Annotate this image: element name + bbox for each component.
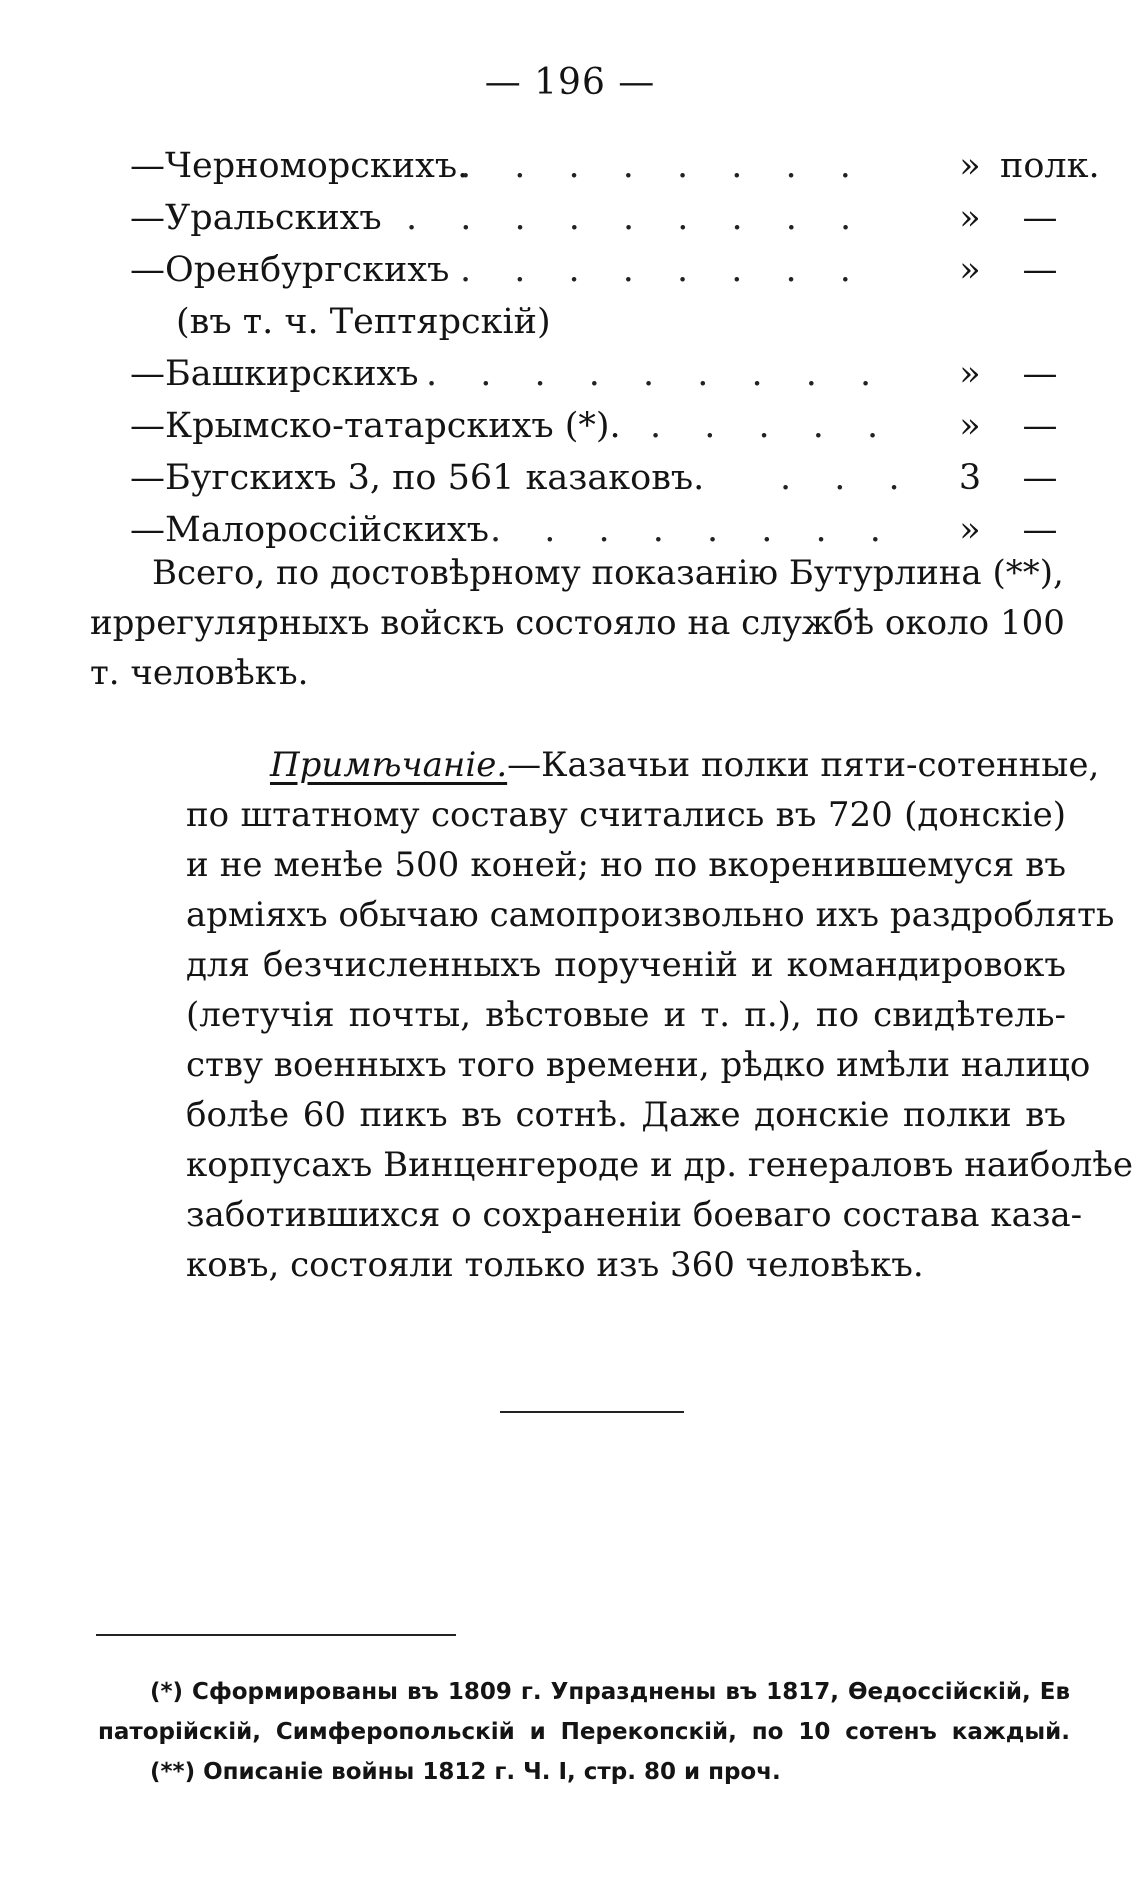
footnote-divider xyxy=(96,1634,456,1636)
list-item xyxy=(130,192,1060,244)
dot-leader: . . . . . . . . xyxy=(460,250,867,290)
paragraph-line: заботившихся о сохраненіи боеваго состава каза- xyxy=(186,1195,1083,1235)
dot-leader: . . . . . . . . . xyxy=(426,354,888,394)
list-item xyxy=(130,140,1100,192)
regiment-name: —Бугскихъ 3, по 561 казаковъ. xyxy=(130,458,705,498)
regiment-unit: — xyxy=(1022,354,1058,394)
list-item xyxy=(130,244,1060,296)
footnote-line: (**) Описаніе войны 1812 г. Ч. I, стр. 80 и проч. xyxy=(150,1759,781,1785)
paragraph-line: ковъ, состояли только изъ 360 человѣкъ. xyxy=(186,1245,924,1285)
dot-leader: . . . . . . . . . xyxy=(406,198,868,238)
regiment-quantity: » xyxy=(959,146,981,186)
regiment-unit: — xyxy=(1022,458,1058,498)
section-divider xyxy=(500,1411,684,1413)
regiment-list xyxy=(130,140,1100,556)
regiment-unit: полк. xyxy=(1000,146,1100,186)
regiment-name: —Малороссійскихъ xyxy=(130,510,490,550)
list-item xyxy=(130,348,1060,400)
regiment-subnote: (въ т. ч. Тептярскій) xyxy=(176,302,551,342)
regiment-quantity: » xyxy=(959,354,981,394)
note-paragraph xyxy=(186,740,1134,1290)
regiment-quantity: 3 xyxy=(958,458,982,498)
list-item xyxy=(130,400,1060,452)
paragraph-line: ству военныхъ того времени, рѣдко имѣли налицо xyxy=(186,1045,1091,1085)
total-paragraph xyxy=(90,548,1065,698)
paragraph-line: арміяхъ обычаю самопроизвольно ихъ раздроблять xyxy=(186,895,1115,935)
paragraph-line: т. человѣкъ. xyxy=(90,653,309,693)
list-item xyxy=(130,452,1060,504)
paragraph-line: иррегулярныхъ войскъ состояло на службѣ около 100 xyxy=(90,603,1065,643)
footnotes xyxy=(98,1672,1070,1792)
regiment-name: —Башкирскихъ xyxy=(130,354,419,394)
note-first-line-text: —Казачьи полки пяти-сотенные, xyxy=(507,745,1100,785)
dot-leader: . . . . . xyxy=(650,406,895,446)
paragraph-line: Всего, по достовѣрному показанію Бутурлина (**), xyxy=(152,553,1064,593)
regiment-unit: — xyxy=(1022,510,1058,550)
regiment-quantity: » xyxy=(959,406,981,446)
regiment-quantity: » xyxy=(959,250,981,290)
regiment-name: —Уральскихъ xyxy=(130,198,382,238)
note-title: Примѣчаніе. xyxy=(270,745,508,785)
regiment-unit: — xyxy=(1022,198,1058,238)
page-number: — 196 — xyxy=(484,62,656,103)
regiment-unit: — xyxy=(1022,406,1058,446)
dot-leader: . . . . . . . . xyxy=(460,146,867,186)
paragraph-line xyxy=(186,740,1100,790)
paragraph-line: для безчисленныхъ порученій и командировокъ xyxy=(186,945,1066,985)
footnote-line: (*) Сформированы въ 1809 г. Упразднены въ 1817, Ѳедоссійскій, Ев xyxy=(150,1679,1070,1705)
paragraph-line: по штатному составу считались въ 720 (донскіе) xyxy=(186,795,1066,835)
regiment-name: —Черноморскихъ. xyxy=(130,146,469,186)
regiment-quantity: » xyxy=(959,510,981,550)
paragraph-line: (летучія почты, вѣстовые и т. п.), по свидѣтель- xyxy=(186,995,1066,1035)
paragraph-line: и не менѣе 500 коней; но по вкоренившемуся въ xyxy=(186,845,1066,885)
regiment-quantity: » xyxy=(959,198,981,238)
regiment-name: —Крымско-татарскихъ (*). xyxy=(130,406,621,446)
dot-leader: . . . xyxy=(780,458,916,498)
footnote-line: паторійскій, Симферопольскій и Перекопскій, по 10 сотенъ каждый. xyxy=(98,1719,1070,1745)
paragraph-line: болѣе 60 пикъ въ сотнѣ. Даже донскіе полки въ xyxy=(186,1095,1066,1135)
regiment-unit: — xyxy=(1022,250,1058,290)
paragraph-line: корпусахъ Винценгероде и др. генераловъ наиболѣе xyxy=(186,1145,1134,1185)
dot-leader: . . . . . . . . xyxy=(490,510,897,550)
list-item xyxy=(130,296,1060,348)
regiment-name: —Оренбургскихъ xyxy=(130,250,450,290)
